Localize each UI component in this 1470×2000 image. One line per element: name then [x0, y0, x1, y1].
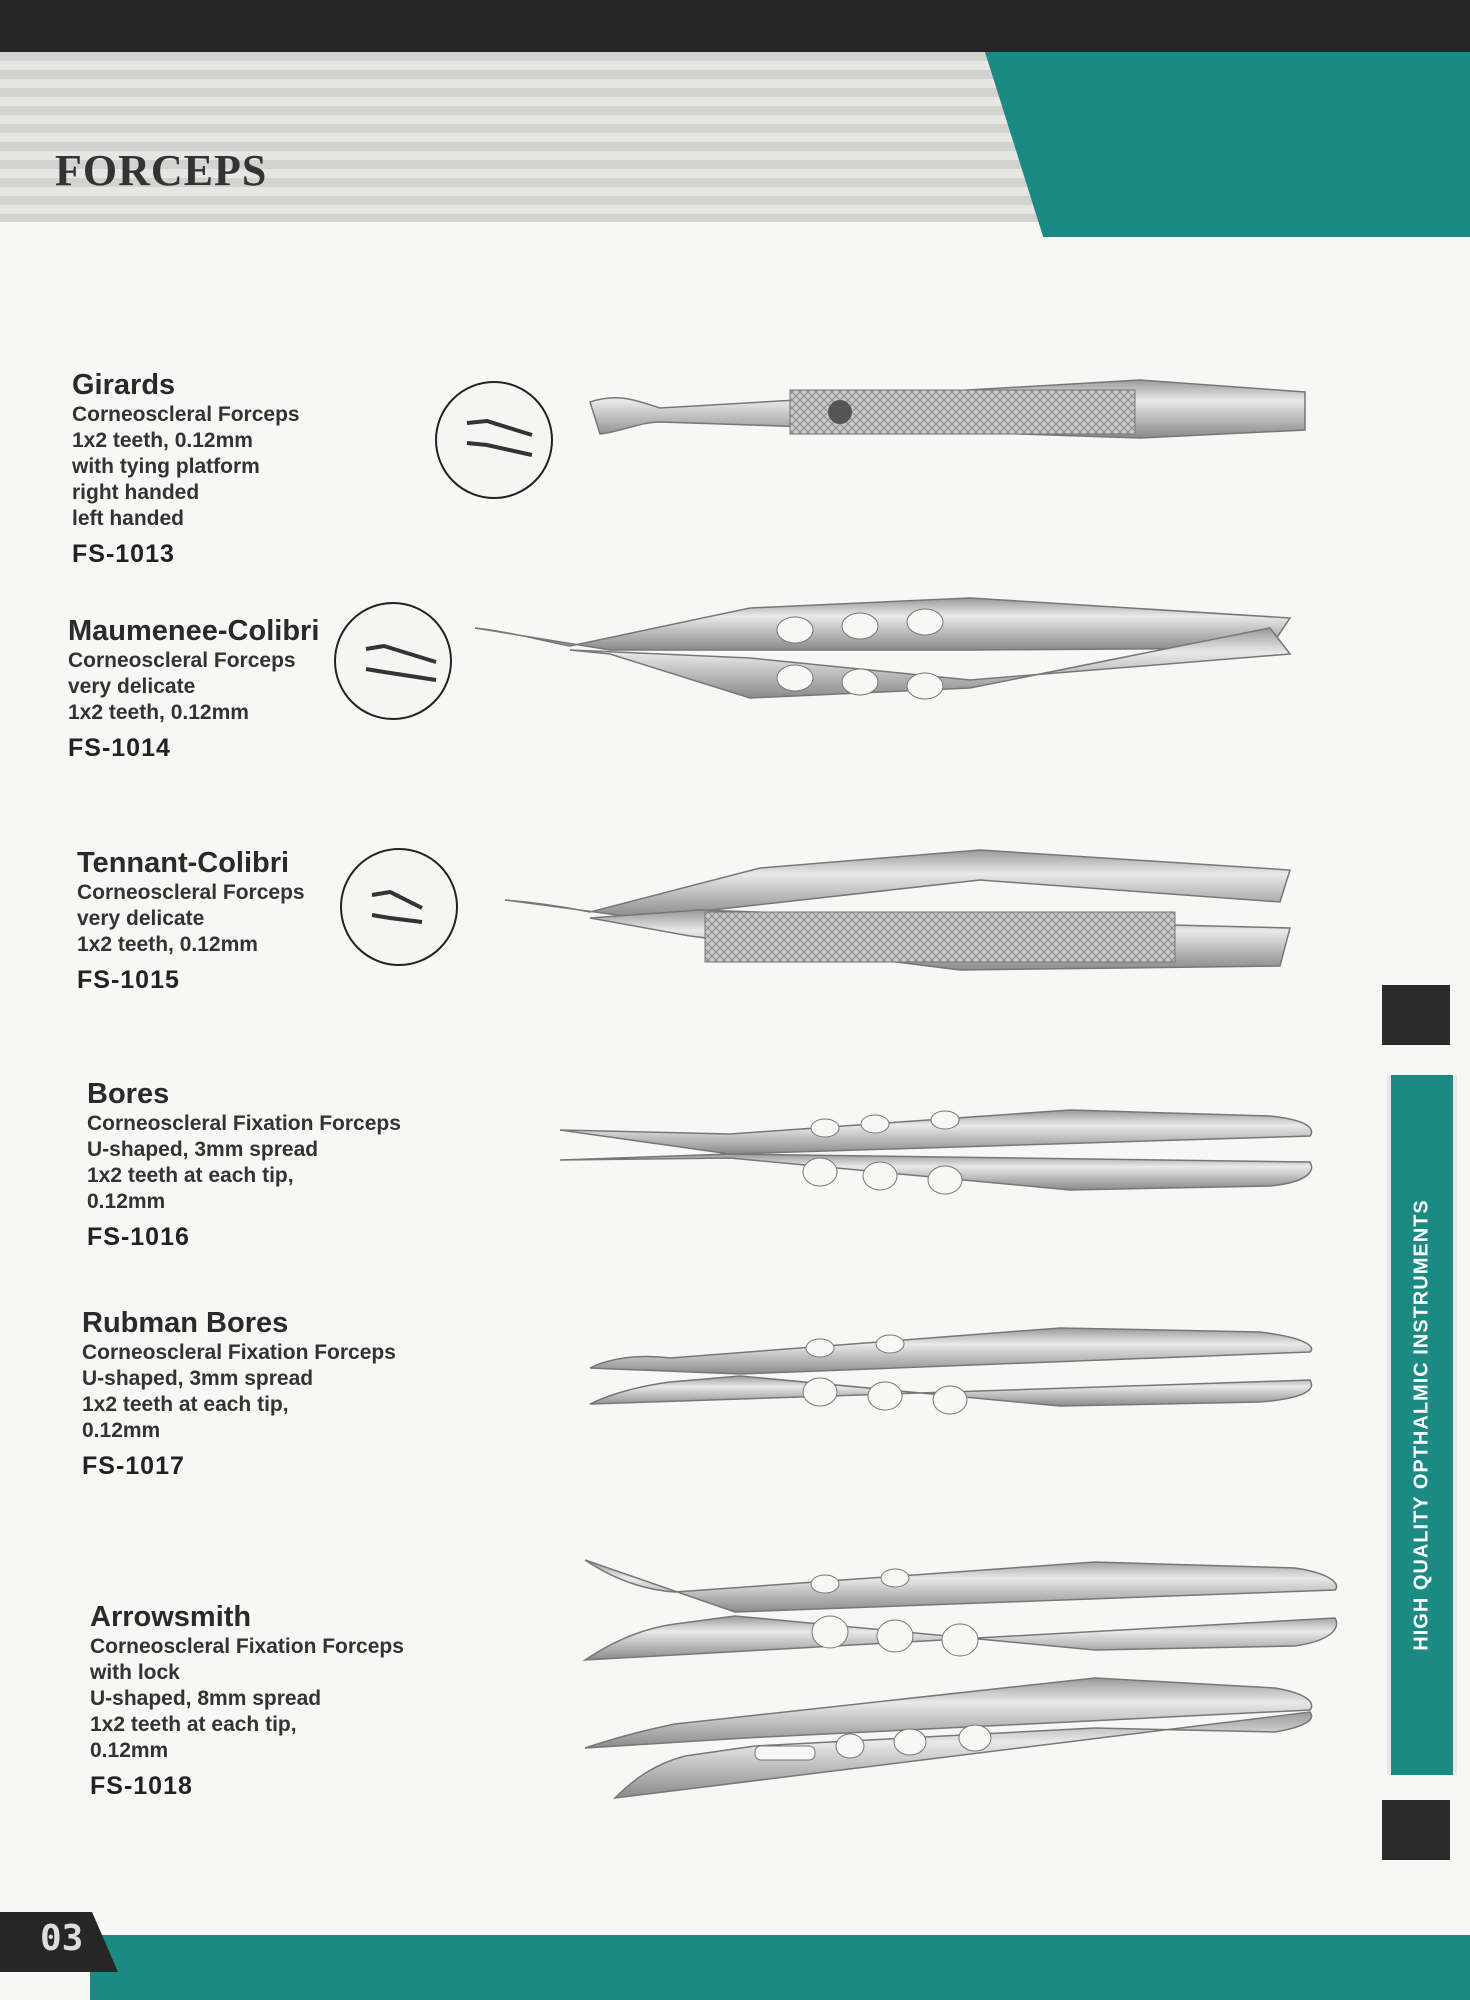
- product-desc-line: Corneoscleral Forceps: [77, 881, 305, 904]
- tennant-colibri-forceps-illustration: [500, 840, 1320, 980]
- product-code: FS-1014: [68, 734, 171, 762]
- product-name: Maumenee-Colibri: [68, 615, 320, 647]
- arrowsmith-forceps-illustration-open: [575, 1550, 1345, 1680]
- product-name: Rubman Bores: [82, 1307, 289, 1339]
- product-rubman-bores: [82, 1306, 396, 1481]
- product-desc-line: left handed: [72, 507, 185, 530]
- product-girards: [72, 368, 300, 569]
- footer-teal-bar: [90, 1935, 1470, 2000]
- product-tennant-colibri: [77, 846, 305, 995]
- page-title: FORCEPS: [55, 146, 268, 195]
- product-desc-line: Corneoscleral Fixation Forceps: [82, 1341, 396, 1364]
- header-stripes: [0, 52, 1100, 222]
- product-desc-line: very delicate: [68, 675, 196, 698]
- product-desc-line: 1x2 teeth, 0.12mm: [77, 933, 258, 956]
- girards-forceps-illustration: [580, 372, 1320, 452]
- product-desc-line: 1x2 teeth at each tip,: [87, 1164, 294, 1187]
- product-desc-line: 1x2 teeth at each tip,: [90, 1713, 297, 1736]
- product-desc-line: Corneoscleral Fixation Forceps: [87, 1112, 401, 1135]
- forceps-tip-icon: [342, 850, 456, 964]
- tip-detail-circle: [334, 602, 452, 720]
- page-number: 03: [40, 1918, 84, 1959]
- bores-forceps-illustration: [550, 1100, 1320, 1210]
- product-code: FS-1013: [72, 540, 175, 568]
- product-desc-line: 0.12mm: [90, 1739, 169, 1762]
- maumenee-colibri-forceps-illustration: [470, 568, 1320, 728]
- product-bores: [87, 1077, 401, 1252]
- product-code: FS-1015: [77, 966, 180, 994]
- tip-detail-circle: [340, 848, 458, 966]
- forceps-tip-icon: [437, 383, 551, 497]
- side-label: HIGH QUALITY OPTHALMIC INSTRUMENTS: [1410, 1199, 1433, 1651]
- side-band: [1387, 1075, 1457, 1775]
- product-code: FS-1016: [87, 1223, 190, 1251]
- arrowsmith-forceps-illustration-closed: [575, 1668, 1320, 1818]
- product-desc-line: Corneoscleral Forceps: [72, 403, 300, 426]
- product-code: FS-1018: [90, 1772, 193, 1800]
- product-name: Girards: [72, 369, 176, 401]
- product-maumenee-colibri: [68, 614, 319, 763]
- tip-detail-circle: [435, 381, 553, 499]
- product-code: FS-1017: [82, 1452, 185, 1480]
- product-desc-line: 0.12mm: [87, 1190, 166, 1213]
- forceps-tip-icon: [336, 604, 450, 718]
- product-desc-line: Corneoscleral Fixation Forceps: [90, 1635, 404, 1658]
- side-dark-block-bottom: [1382, 1800, 1450, 1860]
- product-desc-line: 1x2 teeth, 0.12mm: [68, 701, 249, 724]
- product-desc-line: 0.12mm: [82, 1419, 161, 1442]
- product-name: Bores: [87, 1078, 170, 1110]
- product-desc-line: 1x2 teeth, 0.12mm: [72, 429, 253, 452]
- product-name: Arrowsmith: [90, 1601, 252, 1633]
- side-dark-block-top: [1382, 985, 1450, 1045]
- product-desc-line: U-shaped, 3mm spread: [87, 1138, 319, 1161]
- product-arrowsmith: [90, 1600, 404, 1801]
- product-desc-line: right handed: [72, 481, 200, 504]
- header-teal-block: [985, 52, 1470, 237]
- product-desc-line: U-shaped, 8mm spread: [90, 1687, 322, 1710]
- top-dark-bar: [0, 0, 1470, 52]
- rubman-bores-forceps-illustration: [580, 1318, 1320, 1428]
- product-name: Tennant-Colibri: [77, 847, 290, 879]
- product-desc-line: with lock: [90, 1661, 180, 1684]
- product-desc-line: very delicate: [77, 907, 205, 930]
- product-desc-line: Corneoscleral Forceps: [68, 649, 296, 672]
- product-desc-line: with tying platform: [72, 455, 260, 478]
- product-desc-line: U-shaped, 3mm spread: [82, 1367, 314, 1390]
- product-desc-line: 1x2 teeth at each tip,: [82, 1393, 289, 1416]
